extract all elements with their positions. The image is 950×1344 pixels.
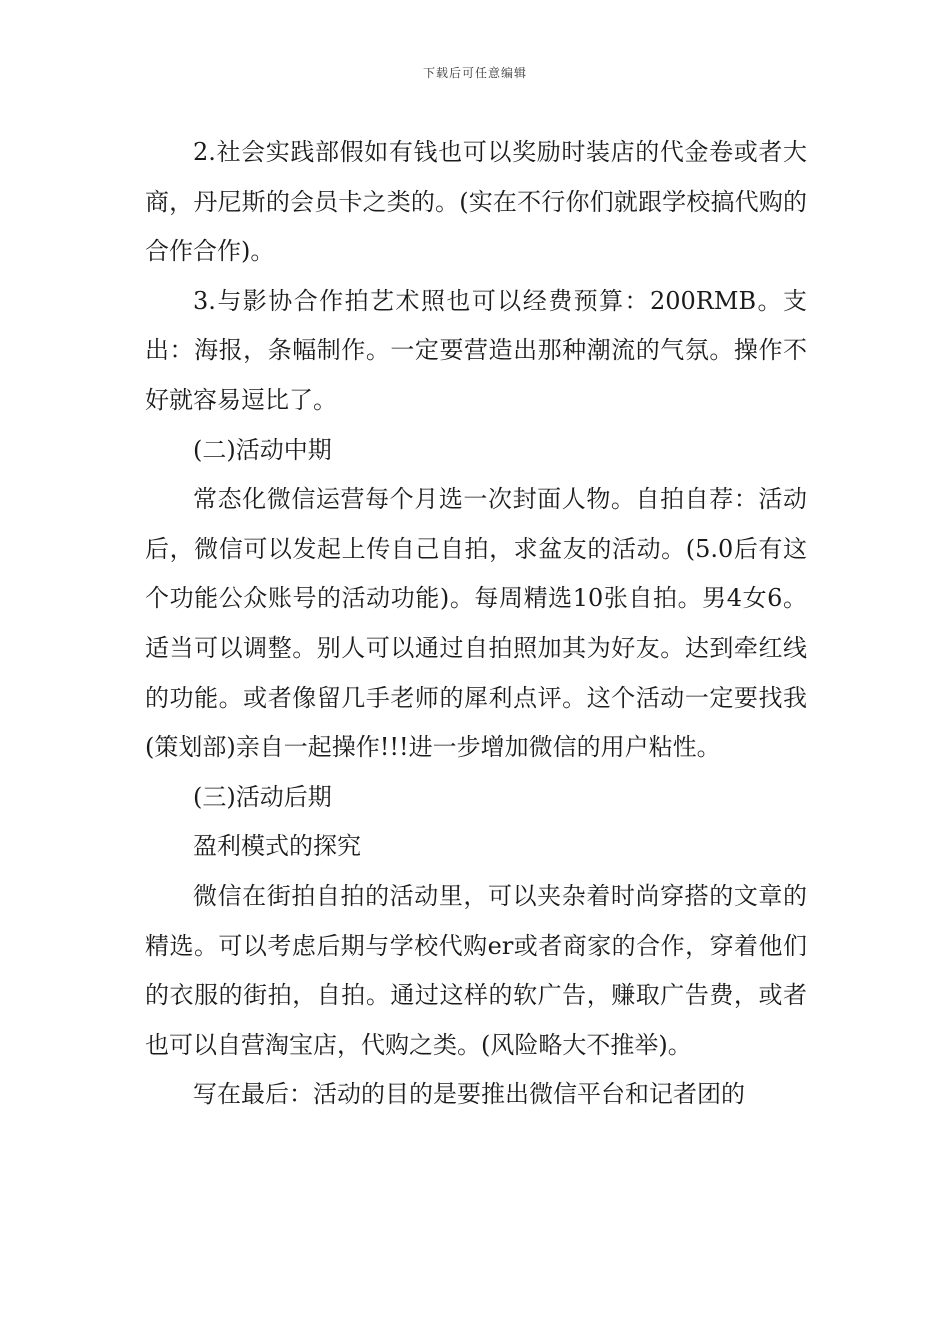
section-heading-mid-term: (二)活动中期 [193,435,332,464]
paragraph-street-photo: 微信在街拍自拍的活动里，可以夹杂着时尚穿搭的文章的精选。可以考虑后期与学校代购er或者商家的合作，穿着他们的衣服的街拍，自拍。通过这样的软广告，赚取广告费，或者也可以自营淘宝店，代购之类。(风险略大不推举)。 [145,881,807,1059]
section-heading-late-term: (三)活动后期 [193,782,332,811]
paragraph-photo-association: 3.与影协合作拍艺术照也可以经费预算：200RMB。支出：海报，条幅制作。一定要营造出那种潮流的气氛。操作不好就容易逗比了。 [145,286,807,414]
document-body [145,128,807,1120]
subheading-profit-model: 盈利模式的探究 [193,832,361,861]
paragraph-wechat-operation: 常态化微信运营每个月选一次封面人物。自拍自荐：活动后，微信可以发起上传自己自拍，求盆友的活动。(5.0后有这个功能公众账号的活动功能)。每周精选10张自拍。男4女6。适当可以调整。别人可以通过自拍照加其为好友。达到牵红线的功能。或者像留几手老师的犀利点评。这个活动一定要找我(策划部)亲自一起操作!!!进一步增加微信的用户粘性。 [145,485,807,762]
page-header: 下载后可任意编辑 [422,66,527,80]
paragraph-final-words: 写在最后：活动的目的是要推出微信平台和记者团的 [193,1080,745,1109]
paragraph-social-practice: 2.社会实践部假如有钱也可以奖励时装店的代金卷或者大商，丹尼斯的会员卡之类的。(实在不行你们就跟学校搞代购的合作合作)。 [145,138,807,266]
